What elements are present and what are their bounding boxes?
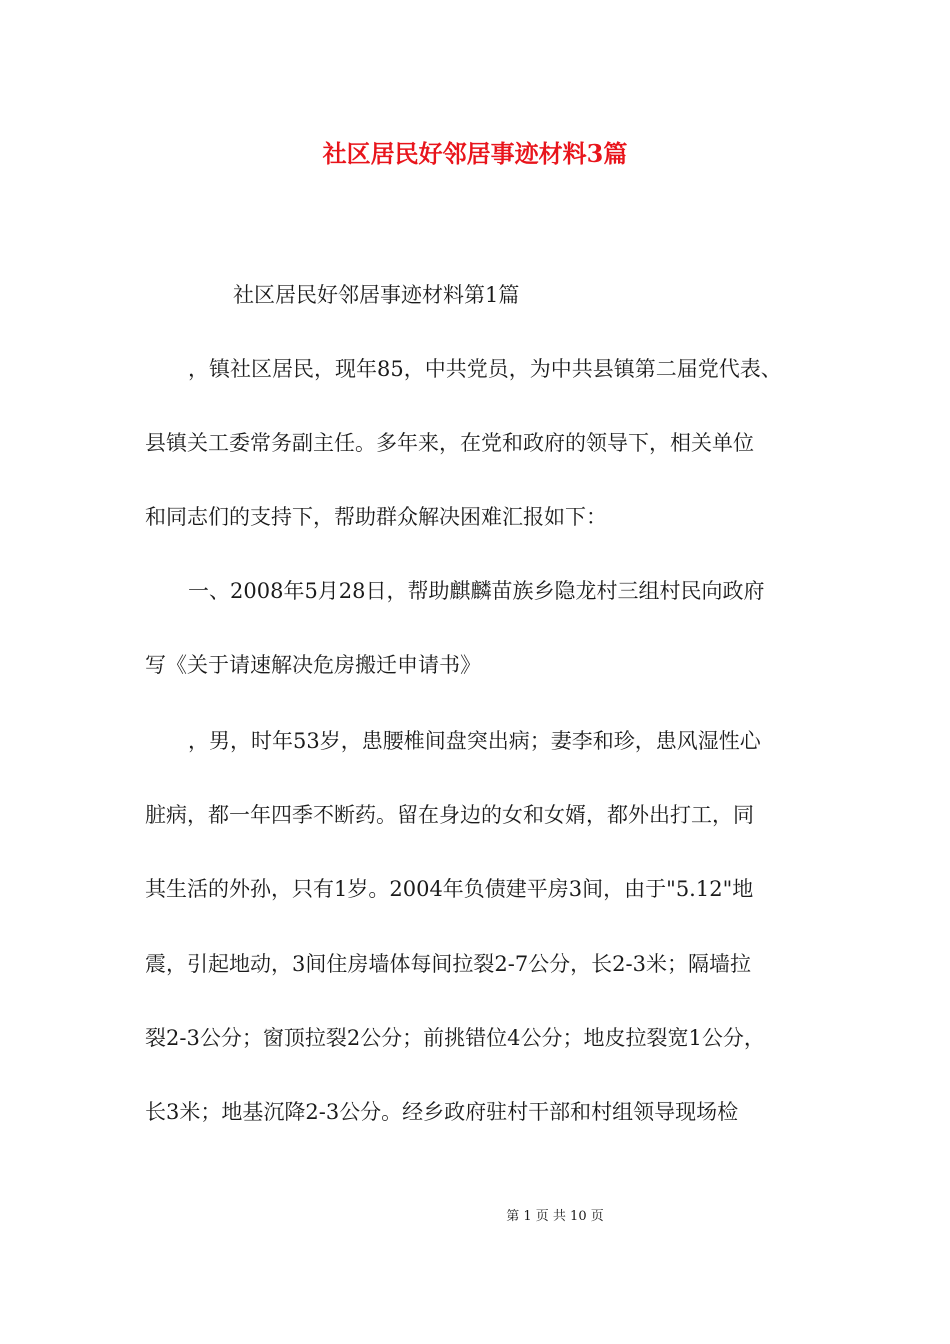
paragraph-line: 县镇关工委常务副主任。多年来，在党和政府的领导下，相关单位	[145, 431, 754, 455]
document-title: 社区居民好邻居事迹材料3篇	[322, 139, 628, 168]
paragraph-line: 其生活的外孙，只有1岁。2004年负债建平房3间，由于"5.12"地	[145, 877, 754, 901]
paragraph-line: 一、2008年5月28日，帮助麒麟苗族乡隐龙村三组村民向政府	[188, 579, 765, 603]
page-number-footer: 第 1 页 共 10 页	[506, 1209, 604, 1224]
paragraph-line: 写《关于请速解决危房搬迁申请书》	[145, 653, 481, 677]
paragraph-line: ，镇社区居民，现年85，中共党员，为中共县镇第二届党代表、	[188, 357, 782, 381]
paragraph-line: 长3米；地基沉降2-3公分。经乡政府驻村干部和村组领导现场检	[145, 1100, 739, 1124]
paragraph-line: 裂2-3公分；窗顶拉裂2公分；前挑错位4公分；地皮拉裂宽1公分，	[145, 1026, 765, 1050]
paragraph-line: ，男，时年53岁，患腰椎间盘突出病；妻李和珍，患风湿性心	[188, 729, 761, 753]
paragraph-line: 脏病，都一年四季不断药。留在身边的女和女婿，都外出打工，同	[145, 803, 754, 827]
section-heading: 社区居民好邻居事迹材料第1篇	[233, 283, 520, 307]
paragraph-line: 震，引起地动，3间住房墙体每间拉裂2-7公分，长2-3米；隔墙拉	[145, 952, 751, 976]
paragraph-line: 和同志们的支持下，帮助群众解决困难汇报如下：	[145, 505, 607, 529]
